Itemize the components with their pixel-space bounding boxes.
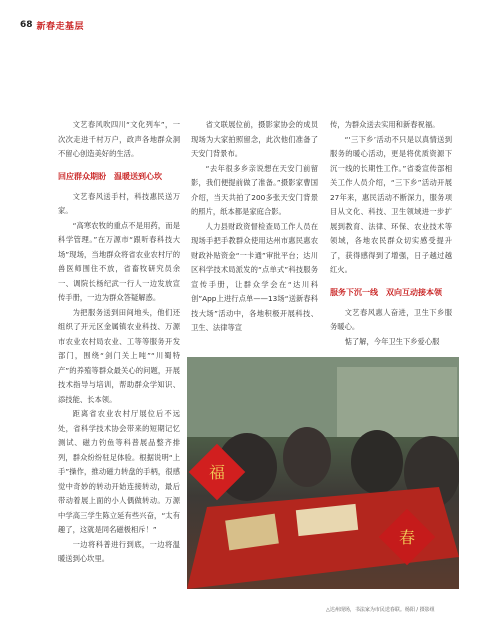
- paragraph: 惦了解，今年卫生下乡爱心服: [344, 336, 440, 346]
- photo-caption: △达州现场，书法家为市民送春联。杨阳 / 摄影组: [326, 607, 435, 613]
- paragraph: 一边将科普进行到底，一边将温暖送到心坎里。: [58, 539, 180, 563]
- article-column-1: [58, 118, 180, 567]
- photo-building: [337, 367, 457, 437]
- subheading-1: 回应群众期盼 温暖送到心坎: [58, 171, 162, 181]
- paragraph: 距离省农业农村厅展位后不远处，省科学技术协会带来的短期记忆测试、磁力钓鱼等科普展品整齐排列，群众纷纷驻足体验。根据说明“上手”操作，推动磁力转盘的手柄，很感觉中奇妙的转动开始连接转动，最后带动着展上面的小人偶做转动。万源中学高三学生陈立延有些兴奋，“太有趣了，这就是同名磁极相斥！”: [58, 409, 180, 534]
- page-header: [20, 18, 84, 32]
- section-title: 新春走基层: [36, 21, 85, 32]
- article-column-2: [191, 118, 318, 336]
- article-column-3: [330, 118, 452, 349]
- photo-person: [283, 427, 331, 487]
- paragraph: 为把服务送到田间地头，他们还组织了开元区金属镇农业科技、万源市农业农村局农业、工等等服务开发部门，围绕“剑门关上吨”“川蜀特产”的养殖等群众最关心的问题，开展技术指导与培训，帮助群众学知识、添技能、长本领。: [58, 307, 180, 404]
- paragraph: 文艺春风送手村，科技惠民送万家。: [58, 191, 180, 215]
- paragraph: 省文联展位前，摄影家协会的成员现场为大家拍照留念，此次他们准备了天安门背景布。: [191, 120, 318, 158]
- page-number: 68: [20, 20, 33, 30]
- paragraph: 人力县财政资督检查局工作人员在现场手把手教群众使用达州市惠民惠农财政补贴资金“一卡通”审批平台；达川区科学技术局派发的“点单式”科技服务宣传手册，让群众学会在“达川科创”App上进行点单——13场“送新春科技大场”活动中，各地积极开展科技、卫生、法律等宣: [191, 221, 318, 332]
- paragraph: 传，为群众送去实用和新春祝福。: [330, 120, 440, 129]
- paragraph: “‘三下乡’活动不只是以真情送到服务的暖心活动，更是将优质资源下沉一线的长期性工作。”省委宣传部相关工作人员介绍，“三下乡”活动开展27年来，惠民活动不断深力，服务项目从文化、科技、卫生领域进一步扩展到教育、法律、环保、农业技术等领域，各地农民群众切实感受提升了，获得感得到了增强，日子越过越红火。: [330, 134, 452, 274]
- photo-couplet-char: 春: [399, 528, 416, 547]
- photo-couplet-char: 福: [209, 463, 226, 482]
- paragraph: 文艺春风吹四川“文化列车”，一次次走进千村万户，政声各地群众洞不留心创造美好的生活。: [58, 120, 180, 158]
- paragraph: “去年很多乡亲说想在天安门前留影，我们便提前做了准备。”摄影家曹国介绍，当天共拍了200多张天安门背景的照片，纸本都是家庭合影。: [191, 163, 318, 216]
- subheading-2: 服务下沉一线 双向互动接本领: [330, 287, 442, 297]
- event-photo: [187, 357, 459, 589]
- photo-person: [351, 430, 403, 494]
- event-photo-illustration: [187, 357, 459, 589]
- paragraph: “高寒农牧的重点不是用药，而是科学管理。”在万源市“跟听春科技大场”现场，当地群众将省农业农村厅的兽医师围住不放，省畜牧研究员余一、调院长杨纪武一行人一边发放宣传手册，一边为群众答疑解惑。: [58, 220, 180, 302]
- paragraph: 文艺春风惠人奋进，卫生下乡服务暖心。: [330, 307, 452, 331]
